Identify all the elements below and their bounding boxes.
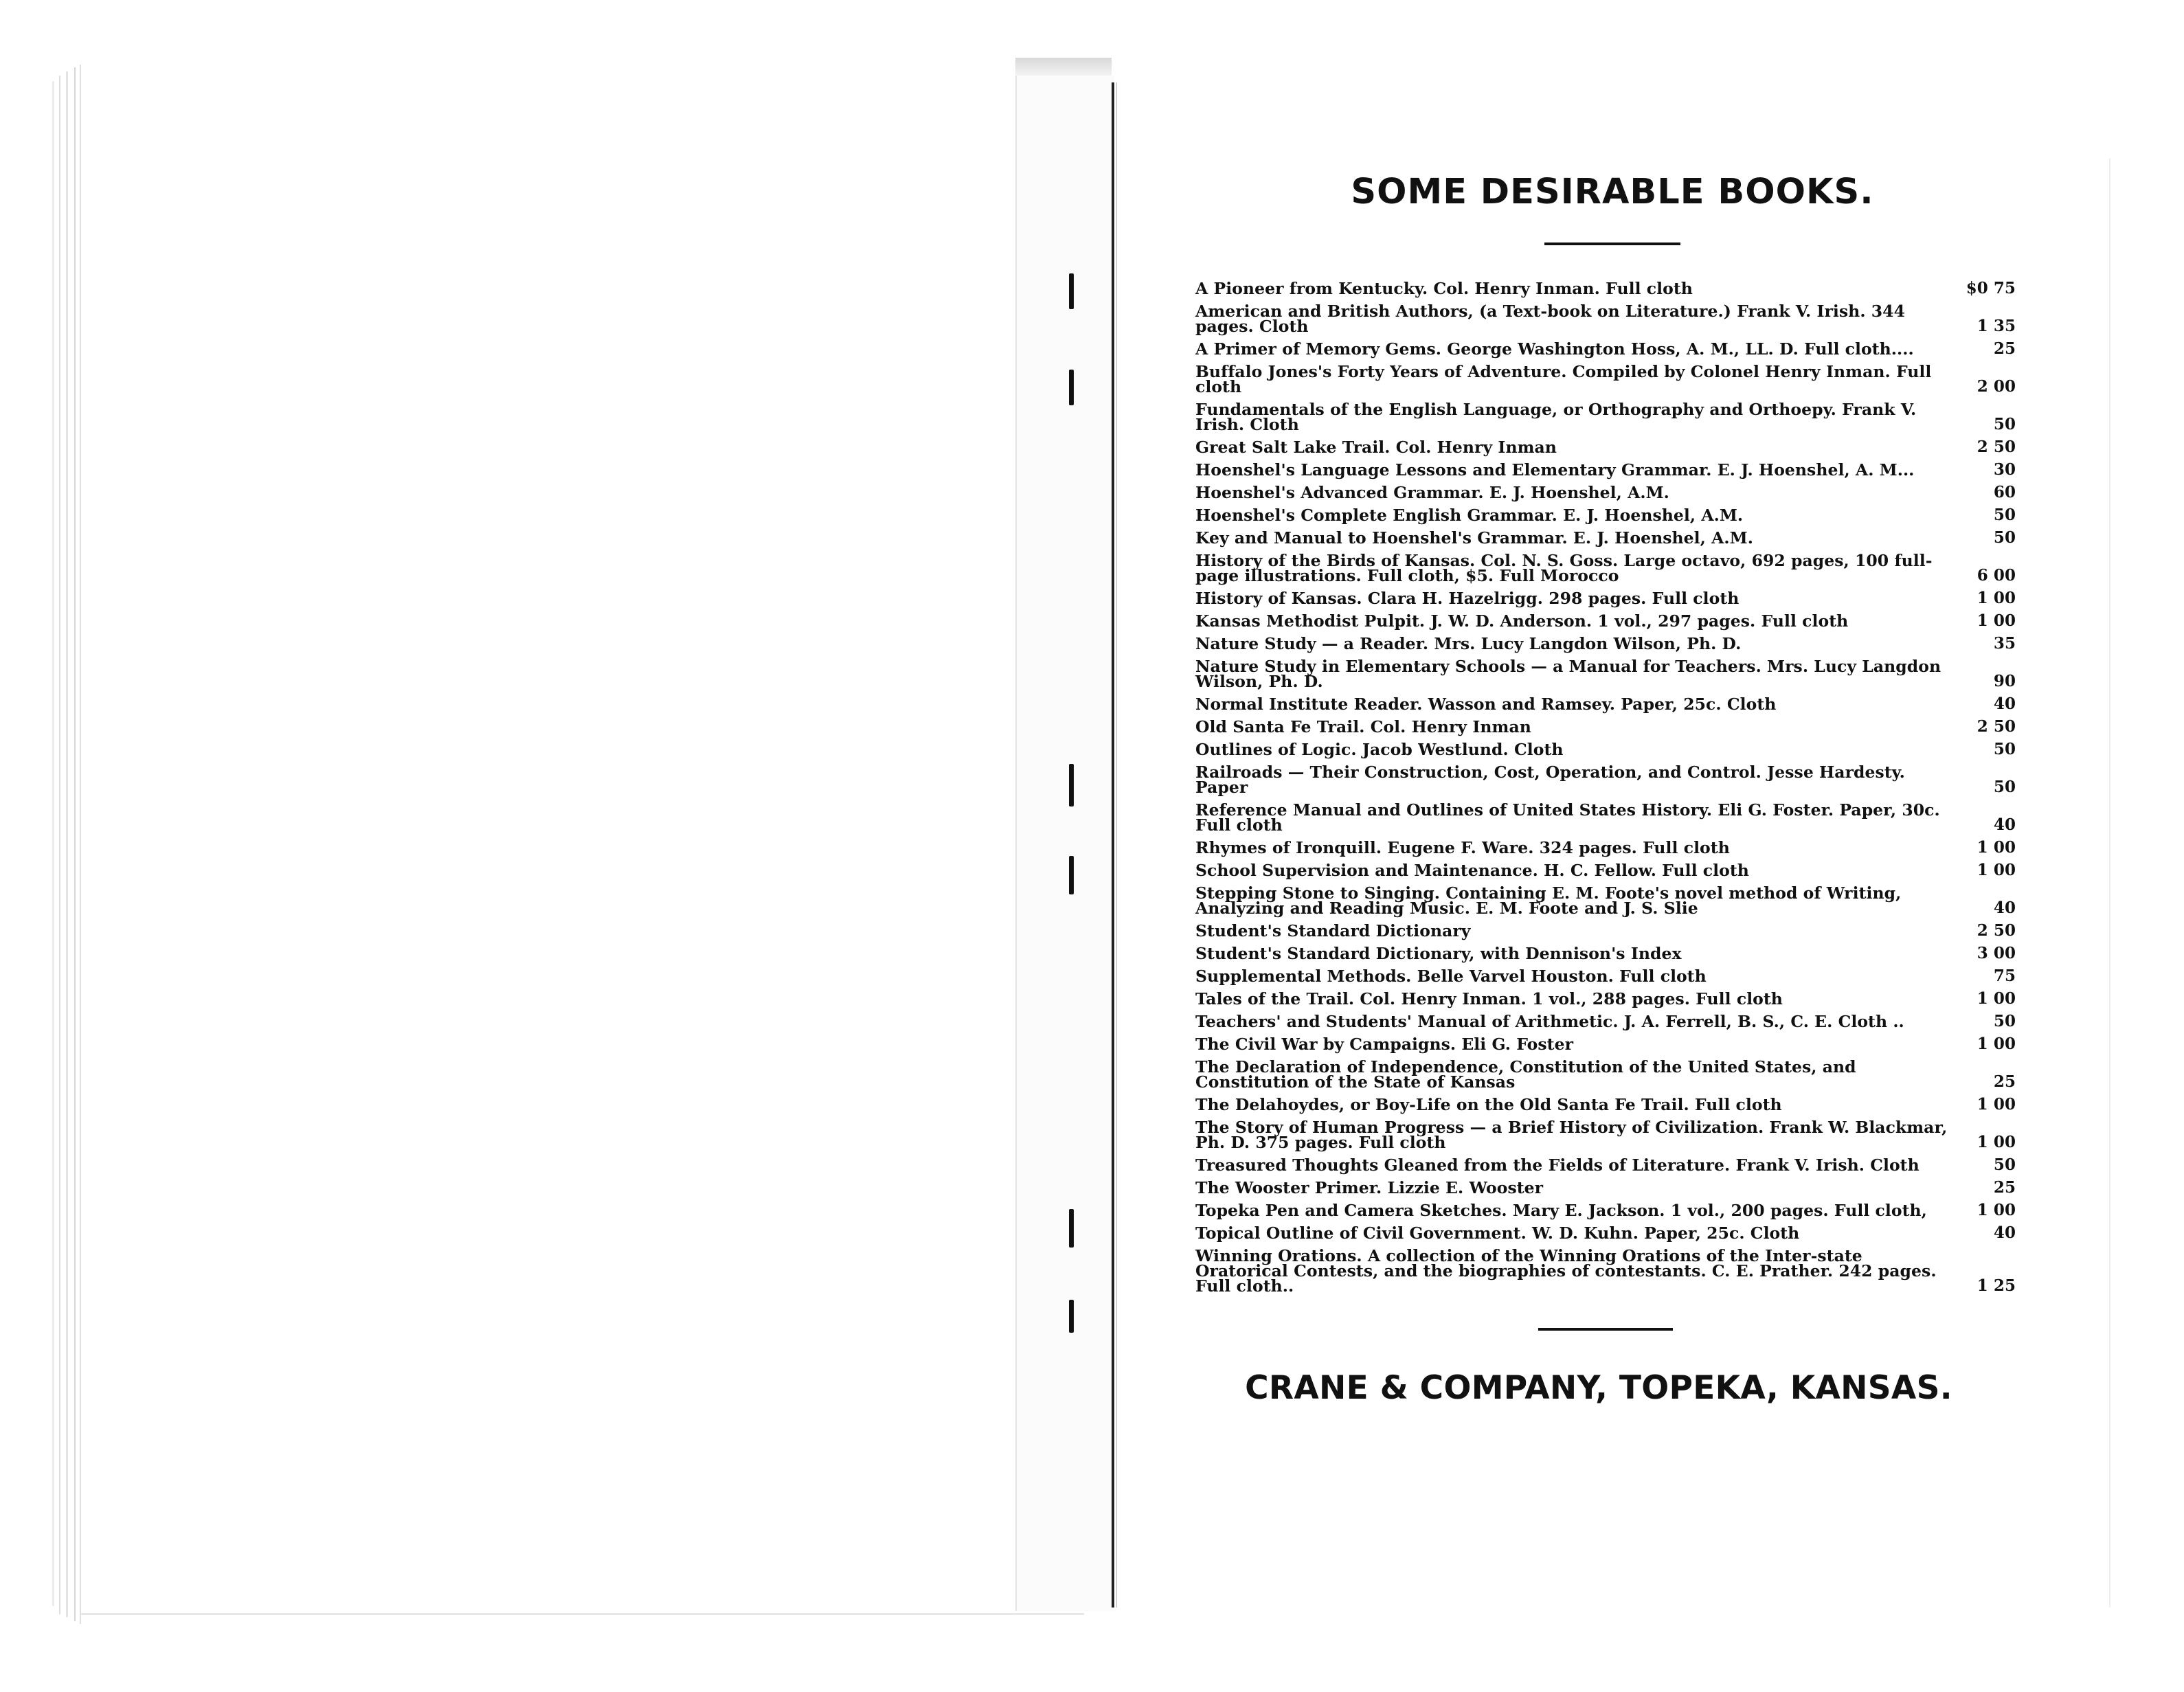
gutter-shadow [1015, 58, 1112, 76]
book-entry [1195, 636, 2016, 651]
book-entry [1195, 1223, 2016, 1243]
book-title-text: A Pioneer from Kentucky. Col. Henry Inman. Full cloth [1195, 279, 1693, 298]
book-title-text: The Delahoydes, or Boy-Life on the Old Santa Fe Trail. Full cloth [1195, 1095, 1782, 1114]
book-price: 1 25 [1977, 1276, 2016, 1295]
book-title-text: Nature Study in Elementary Schools — a Manual for Teachers. Mrs. Lucy Langdon Wilson, Ph. D. [1195, 657, 1941, 691]
book-title-text: Student's Standard Dictionary [1195, 921, 1471, 940]
page-bottom-edge [81, 1613, 1084, 1615]
book-entry [1195, 802, 2016, 833]
book-price: 40 [1993, 815, 2016, 834]
book-title-text: Topeka Pen and Camera Sketches. Mary E. Jackson. 1 vol., 200 pages. Full cloth, [1195, 1201, 1927, 1220]
book-title-text: Teachers' and Students' Manual of Arithmetic. J. A. Ferrell, B. S., C. E. Cloth .. [1195, 1012, 1904, 1031]
book-entry [1195, 1120, 2016, 1150]
book-price: 60 [1993, 483, 2016, 501]
page-right-edge [2109, 158, 2110, 1608]
book-title-text: The Wooster Primer. Lizzie E. Wooster [1195, 1178, 1544, 1197]
book-price: 3 00 [1977, 944, 2016, 962]
book-title-text: The Declaration of Independence, Constitution of the United States, and Constitution of the State of Kansas [1195, 1057, 1856, 1092]
book-title-text: Fundamentals of the English Language, or Orthography and Orthoepy. Frank V. Irish. Cloth [1195, 400, 1917, 434]
book-price: 40 [1993, 899, 2016, 917]
book-entry [1195, 863, 2016, 878]
page-edge [74, 67, 76, 1621]
binding-gutter [1015, 76, 1114, 1611]
book-price: 1 00 [1977, 1035, 2016, 1053]
book-entry [1195, 1097, 2016, 1112]
footer-rule [1538, 1328, 1673, 1331]
binding-stitch [1069, 764, 1074, 806]
book-price: 1 00 [1977, 861, 2016, 879]
book-entry [1195, 402, 2016, 432]
publisher-name: CRANE & COMPANY, TOPEKA, KANSAS. [1245, 1369, 1952, 1407]
book-price: 1 00 [1977, 1133, 2016, 1151]
book-title-text: Reference Manual and Outlines of United States History. Eli G. Foster. Paper, 30c. Full cloth [1195, 800, 1940, 835]
book-price: 50 [1993, 528, 2016, 547]
book-entry [1195, 742, 2016, 757]
book-entry [1195, 1180, 2016, 1195]
binding-stitch [1069, 370, 1074, 405]
book-entry [1195, 304, 2016, 334]
book-entry [1195, 1059, 2016, 1090]
book-price: 90 [1993, 672, 2016, 690]
book-price: 25 [1993, 1072, 2016, 1091]
book-entry [1195, 719, 2016, 734]
book-price: 50 [1993, 1012, 2016, 1030]
book-entry [1195, 840, 2016, 855]
binding-stitch [1069, 1300, 1074, 1333]
book-title-text: Supplemental Methods. Belle Varvel Houston. Full cloth [1195, 967, 1707, 986]
book-entry [1195, 765, 2016, 795]
book-title-text: Treasured Thoughts Gleaned from the Fields of Literature. Frank V. Irish. Cloth [1195, 1155, 1920, 1175]
book-entry [1195, 281, 2016, 296]
book-price: $0 75 [1966, 279, 2016, 297]
book-price: 6 00 [1977, 566, 2016, 585]
book-entry [1195, 460, 2016, 480]
page-edge [52, 81, 54, 1606]
book-title-text: Great Salt Lake Trail. Col. Henry Inman [1195, 438, 1557, 457]
book-list [1195, 281, 2016, 1294]
book-entry [1195, 485, 2016, 500]
book-price: 2 50 [1977, 438, 2016, 456]
book-price: 50 [1993, 1155, 2016, 1174]
book-price: 35 [1993, 634, 2016, 653]
book-title-text: History of Kansas. Clara H. Hazelrigg. 298 pages. Full cloth [1195, 589, 1740, 608]
book-entry [1195, 364, 2016, 394]
page-edge [59, 76, 60, 1614]
book-title-text: Old Santa Fe Trail. Col. Henry Inman [1195, 717, 1531, 736]
book-entry [1195, 946, 2016, 961]
book-price: 75 [1993, 967, 2016, 985]
book-price: 50 [1993, 415, 2016, 433]
left-blank-page [81, 62, 1029, 1642]
book-title-text: Buffalo Jones's Forty Years of Adventure. Compiled by Colonel Henry Inman. Full cloth [1195, 362, 1932, 396]
book-entry [1195, 508, 2016, 523]
book-title-text: Topical Outline of Civil Government. W. D. Kuhn. Paper, 25c. Cloth [1195, 1223, 1800, 1243]
book-price: 40 [1993, 1223, 2016, 1242]
page-title: SOME DESIRABLE BOOKS. [1351, 172, 1874, 212]
book-entry [1195, 1014, 2016, 1029]
page-edge [66, 71, 68, 1617]
book-price: 25 [1993, 339, 2016, 358]
binding-stitch [1069, 1209, 1074, 1248]
book-price: 1 00 [1977, 838, 2016, 857]
spine-line [1112, 82, 1114, 1608]
book-price: 50 [1993, 778, 2016, 796]
book-entry [1195, 1203, 2016, 1218]
book-entry [1195, 991, 2016, 1006]
book-entry [1195, 883, 2016, 918]
book-title-text: The Story of Human Progress — a Brief History of Civilization. Frank W. Blackmar, Ph. D. 375 pages. Full cloth [1195, 1118, 1948, 1152]
book-entry [1195, 659, 2016, 689]
book-title-text: Hoenshel's Complete English Grammar. E. J. Hoenshel, A.M. [1195, 506, 1744, 525]
book-title-text: A Primer of Memory Gems. George Washington Hoss, A. M., LL. D. Full cloth.... [1195, 339, 1914, 359]
book-title-text: Student's Standard Dictionary, with Dennison's Index [1195, 944, 1682, 963]
book-title-text: Hoenshel's Advanced Grammar. E. J. Hoenshel, A.M. [1195, 483, 1669, 502]
binding-stitch [1069, 856, 1074, 894]
book-entry [1195, 1155, 2016, 1175]
book-title-text: History of the Birds of Kansas. Col. N. S. Goss. Large octavo, 692 pages, 100 full-page illustrations. Full cloth, $5. Full Morocco [1195, 551, 1933, 585]
book-entry [1195, 591, 2016, 606]
book-title-text: Railroads — Their Construction, Cost, Operation, and Control. Jesse Hardesty. Paper [1195, 763, 1905, 797]
book-title-text: Kansas Methodist Pulpit. J. W. D. Anderson. 1 vol., 297 pages. Full cloth [1195, 611, 1849, 631]
book-advertisement-page [1195, 172, 2016, 1407]
book-price: 2 50 [1977, 921, 2016, 940]
book-price: 1 00 [1977, 1201, 2016, 1219]
book-price: 1 35 [1977, 317, 2016, 335]
book-entry [1195, 1248, 2016, 1294]
book-entry [1195, 1037, 2016, 1052]
spine-line-shadow [1116, 82, 1117, 1608]
book-price: 30 [1993, 460, 2016, 479]
book-title-text: Rhymes of Ironquill. Eugene F. Ware. 324 pages. Full cloth [1195, 838, 1730, 857]
book-title-text: Tales of the Trail. Col. Henry Inman. 1 vol., 288 pages. Full cloth [1195, 989, 1783, 1008]
book-entry [1195, 528, 2016, 548]
book-title-text: Normal Institute Reader. Wasson and Ramsey. Paper, 25c. Cloth [1195, 695, 1777, 714]
title-rule [1544, 242, 1680, 245]
book-price: 1 00 [1977, 1095, 2016, 1114]
book-title-text: Hoenshel's Language Lessons and Elementary Grammar. E. J. Hoenshel, A. M... [1195, 460, 1915, 480]
book-entry [1195, 553, 2016, 583]
book-entry [1195, 969, 2016, 984]
book-entry [1195, 923, 2016, 938]
book-title-text: Key and Manual to Hoenshel's Grammar. E. J. Hoenshel, A.M. [1195, 528, 1753, 548]
book-entry [1195, 613, 2016, 629]
binding-stitch [1069, 273, 1074, 309]
book-entry [1195, 697, 2016, 712]
book-title-text: American and British Authors, (a Text-book on Literature.) Frank V. Irish. 344 pages. Cloth [1195, 302, 1905, 336]
book-price: 50 [1993, 740, 2016, 758]
book-title-text: Nature Study — a Reader. Mrs. Lucy Langdon Wilson, Ph. D. [1195, 634, 1742, 653]
book-title-text: The Civil War by Campaigns. Eli G. Foster [1195, 1035, 1574, 1054]
book-price: 50 [1993, 506, 2016, 524]
book-price: 2 50 [1977, 717, 2016, 736]
book-price: 1 00 [1977, 989, 2016, 1008]
book-title-text: Outlines of Logic. Jacob Westlund. Cloth [1195, 740, 1564, 759]
book-title-text: Stepping Stone to Singing. Containing E. M. Foote's novel method of Writing, Analyzing and Reading Music. E. M. Foote and J. S. Slie [1195, 883, 1902, 918]
book-price: 25 [1993, 1178, 2016, 1197]
book-price: 40 [1993, 695, 2016, 713]
book-title-text: School Supervision and Maintenance. H. C. Fellow. Full cloth [1195, 861, 1749, 880]
book-title-text: Winning Orations. A collection of the Winning Orations of the Inter-state Oratorical Contests, and the biographies of contestants. C. E. Prather. 242 pages. Full cloth.. [1195, 1246, 1937, 1296]
book-price: 1 00 [1977, 589, 2016, 607]
book-entry [1195, 341, 2016, 357]
book-price: 1 00 [1977, 611, 2016, 630]
book-entry [1195, 440, 2016, 455]
book-price: 2 00 [1977, 377, 2016, 396]
